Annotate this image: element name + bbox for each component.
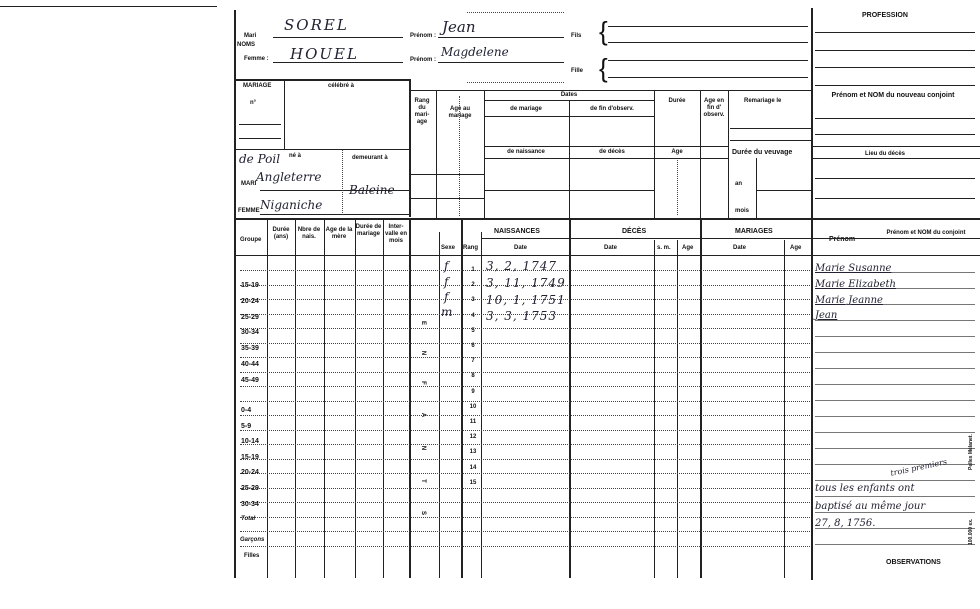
no-label: n° — [250, 100, 257, 106]
veuvage-line — [756, 190, 811, 191]
mid-v2 — [484, 90, 485, 218]
de-deces-label: de décès — [599, 149, 625, 155]
rank-number: 11 — [469, 419, 477, 425]
femme-prenom: Magdelene — [441, 45, 509, 59]
age-group-bottom: 0-4 — [241, 407, 252, 414]
prof-line-2 — [815, 50, 975, 51]
mid-line-c — [484, 158, 729, 159]
name-rule — [815, 400, 975, 401]
name-rule — [815, 416, 975, 417]
col-v13 — [700, 218, 702, 578]
conjoint-line-1 — [815, 118, 975, 119]
row-rule — [240, 444, 810, 445]
duree-mariage-header: Durée de mariage — [355, 224, 382, 237]
name-rule — [815, 432, 975, 433]
conjoint-line-2 — [815, 134, 975, 135]
row-rule — [240, 372, 810, 373]
col-v11 — [654, 240, 655, 578]
rank-number: 3 — [471, 297, 475, 304]
filles-label: Filles — [244, 553, 260, 559]
fille-brace: { — [599, 53, 608, 83]
row-rule — [240, 357, 810, 358]
rank-number: 7 — [471, 358, 475, 365]
child-3-sexe: f — [444, 290, 449, 304]
age-group-bottom: 20-24 — [241, 469, 259, 477]
age-label: Age — [671, 149, 683, 155]
rank-number: 9 — [471, 388, 475, 395]
mariage-dotted-vsep — [342, 150, 343, 215]
mariage-vsep — [284, 79, 285, 149]
enfants-letter: N — [420, 445, 427, 451]
noms-label: NOMS — [237, 42, 255, 48]
enfants-letter: E — [420, 320, 427, 326]
row-rule — [240, 412, 810, 418]
mariage-age-header: Age — [790, 245, 802, 251]
lieu-line-1 — [815, 178, 975, 179]
intervalle-header: Inter- valle en mois — [384, 224, 407, 244]
prof-line-4 — [815, 85, 975, 86]
mari-nom: SOREL — [284, 16, 349, 34]
child-2-date: 3, 11, 1749 — [486, 276, 566, 290]
age-fin-label: Age en fin d' observ. — [703, 98, 725, 118]
age-group-bottom: 5-9 — [241, 422, 252, 430]
mid-line-f — [409, 198, 484, 199]
mid-line-b — [484, 146, 729, 147]
mid-v4 — [654, 90, 655, 218]
name-rule — [815, 544, 975, 545]
age-group-top: 35-39 — [241, 345, 259, 353]
row-rule — [240, 502, 810, 503]
name-rule — [815, 384, 975, 385]
rank-number: 13 — [469, 449, 477, 456]
ne-a-label: né à — [289, 153, 302, 159]
child-1-date: 3, 2, 1747 — [486, 259, 558, 273]
no-line-2 — [239, 138, 281, 139]
veuvage-vsep — [756, 158, 757, 218]
remariage-label: Remariage le — [744, 98, 782, 104]
lieu-deces-top — [811, 146, 980, 147]
header-sub-line — [482, 238, 980, 239]
mari-lieu: Angleterre — [256, 170, 322, 184]
col-v12 — [677, 240, 678, 578]
age-mere-header: Age de la mère — [325, 227, 353, 240]
enfants-letter: N — [420, 350, 427, 356]
col-v3 — [324, 218, 325, 578]
child-4-sexe: m — [441, 305, 453, 319]
age-group-top: 15-19 — [241, 282, 259, 289]
name-rule — [815, 336, 975, 337]
femme-prenom-line — [438, 62, 564, 63]
col-v14 — [784, 240, 785, 578]
right-divider — [811, 218, 980, 220]
mois-label: mois — [735, 208, 750, 214]
naissances-header: NAISSANCES — [494, 228, 540, 235]
row-rule — [240, 430, 810, 431]
prenom-label-1: Prénom : — [410, 33, 437, 39]
left-border — [234, 10, 236, 578]
femme-nom-line — [273, 62, 403, 63]
duree-ans-header: Durée (ans) — [272, 227, 290, 240]
row-rule — [240, 531, 810, 532]
dotted-bottom-1 — [467, 82, 564, 83]
child-1-sexe: f — [444, 259, 449, 273]
mid-v3 — [569, 100, 570, 218]
age-group-bottom: 30-34 — [241, 500, 259, 508]
dates-label: Dates — [560, 92, 578, 98]
de-fin-label: de fin d'observ. — [590, 106, 634, 112]
row-rule — [240, 343, 810, 344]
prenom-header: Prénom — [829, 236, 856, 243]
note-line-2: tous les enfants ont — [815, 483, 915, 494]
mariage-title: MARIAGE — [243, 83, 272, 89]
lieu-deces-label: Lieu du décès — [865, 151, 906, 157]
rank-number: 5 — [471, 327, 475, 334]
mari-prenom: Jean — [442, 18, 476, 36]
mid-v6 — [728, 90, 729, 218]
name-rule — [815, 368, 975, 369]
enfants-letter: F — [419, 381, 426, 385]
rank-number: 2 — [471, 282, 475, 289]
mid-line-a — [484, 116, 654, 117]
mari-prenom-line — [438, 37, 564, 38]
fils-brace: { — [599, 16, 608, 46]
mari-row-line — [260, 190, 409, 191]
fille-line-2 — [608, 77, 808, 78]
sm-header: s. m. — [657, 245, 671, 251]
note-line-4: 27, 8, 1756. — [815, 518, 876, 529]
nbre-naiss-header: Nbre de nais. — [297, 227, 321, 240]
mari-nom-line — [273, 37, 403, 38]
printer-mark: Pelles Mélanet. — [968, 434, 974, 470]
groupe-header: Groupe — [240, 237, 262, 243]
row-rule — [240, 546, 810, 547]
row-rule — [240, 328, 810, 329]
enfants-letter: A — [420, 412, 427, 418]
mid-line-e — [409, 174, 484, 175]
age-group-bottom: 25-29 — [241, 485, 259, 492]
row-rule — [240, 401, 810, 402]
deces-age-header: Age — [682, 245, 694, 251]
prenom-nom-nouveau-conjoint: Prénom et NOM du nouveau conjoint — [831, 92, 955, 99]
age-dotted-sep — [459, 96, 460, 216]
rank-number: 1 — [471, 267, 475, 273]
age-group-top: 40-44 — [241, 361, 259, 368]
remariage-line-2 — [730, 140, 811, 141]
age-group-bottom: 15-19 — [241, 453, 259, 461]
celebre-label: célébré à — [328, 83, 355, 89]
rank-number: 15 — [469, 479, 477, 486]
age-group-top: 20-24 — [241, 297, 259, 305]
section-divider — [234, 218, 811, 220]
name-rule — [815, 320, 975, 321]
header-bottom-line — [234, 255, 980, 256]
deces-date-header: Date — [604, 245, 618, 251]
right-col-border — [811, 8, 813, 580]
col-v4 — [355, 218, 356, 578]
profession-label: PROFESSION — [862, 12, 908, 19]
age-mariage-label: Age au mariage — [448, 106, 472, 119]
duree-label: Durée — [668, 98, 686, 104]
age-group-top: 30-34 — [241, 329, 259, 337]
col-v10 — [569, 218, 571, 578]
mariage-mid-line — [234, 149, 409, 150]
child-4-date: 3, 3, 1753 — [486, 309, 558, 323]
col-v2 — [295, 218, 296, 578]
row-rule — [240, 459, 810, 460]
mariage-date-header: Date — [733, 245, 747, 251]
femme-label: Femme : — [244, 56, 269, 62]
rank-number: 8 — [471, 373, 475, 380]
name-rule — [815, 496, 975, 497]
garcons-label: Garçons — [240, 537, 265, 543]
mid-line-d — [484, 190, 654, 191]
age-group-bottom: 10-14 — [241, 438, 259, 446]
top-left-rule — [0, 6, 217, 7]
child-1-prenom: Marie Susanne — [815, 263, 892, 274]
row-rule — [240, 386, 810, 387]
age2-dotted-sep — [677, 160, 678, 215]
observations-label: OBSERVATIONS — [886, 559, 941, 566]
femme-nom: HOUEL — [290, 45, 359, 63]
naissance-date-header: Date — [514, 245, 528, 251]
col-v8 — [461, 218, 463, 578]
rang-header: Rang — [463, 245, 478, 251]
rank-number: 14 — [469, 464, 477, 471]
prenom-label-2: Prénom : — [410, 57, 437, 63]
femme-row-label: FEMME — [238, 208, 260, 214]
fils-label: Fils — [571, 33, 582, 39]
sexe-header: Sexe — [441, 245, 456, 251]
middle-top — [409, 90, 812, 91]
row-rule — [240, 517, 810, 518]
dotted-top-1 — [467, 12, 564, 13]
femme-row-line — [260, 214, 409, 215]
rank-number: 6 — [471, 343, 475, 349]
fils-line-1 — [608, 26, 808, 27]
child-2-sexe: f — [444, 275, 449, 289]
child-4-prenom: Jean — [815, 310, 838, 321]
child-2-prenom: Marie Elizabeth — [815, 279, 896, 290]
de-mariage-label: de mariage — [510, 106, 542, 112]
name-rule — [815, 480, 975, 481]
row-rule — [240, 473, 810, 474]
rank-number: 4 — [471, 312, 475, 319]
col-v6 — [409, 218, 411, 578]
lieu-pere: de Poil — [239, 152, 281, 166]
fille-line-1 — [608, 60, 808, 61]
deces-header: DÉCÈS — [622, 228, 647, 235]
fille-label: Fille — [571, 68, 584, 74]
age-group-top: 25-29 — [241, 313, 259, 321]
child-3-date: 10, 1, 1751 — [486, 293, 566, 307]
name-rule — [815, 464, 975, 465]
prof-line-1 — [815, 32, 975, 33]
col-v5 — [383, 218, 384, 578]
note-line-3: baptisé au même jour — [815, 501, 926, 512]
an-label: an — [735, 181, 743, 187]
name-rule — [815, 448, 975, 449]
rang-mariage-label: Rang du mari- age — [414, 98, 430, 125]
mariages-header: MARIAGES — [735, 228, 773, 235]
rank-number: 10 — [469, 403, 477, 410]
lieu-deces-underline — [811, 158, 980, 159]
fils-line-2 — [608, 42, 808, 43]
note-line-1: trois premiers — [889, 457, 948, 478]
lieu-line-2 — [815, 198, 975, 199]
enfants-letter: S — [420, 510, 427, 516]
remariage-line-1 — [730, 128, 811, 129]
mari-label: Mari — [244, 33, 257, 39]
femme-lieu: Niganiche — [260, 198, 323, 212]
mari-demeure: Baleine — [349, 183, 395, 197]
prof-line-3 — [815, 67, 975, 68]
prenom-nom-conjoint-header: Prénom et NOM du conjoint — [886, 230, 966, 236]
printer-count: 100.000 ex. — [968, 518, 974, 545]
rank-number: 12 — [469, 434, 477, 441]
row-rule — [240, 488, 810, 489]
demeurant-label: demeurant à — [352, 155, 388, 161]
mari-row-label: MARI — [241, 181, 257, 187]
name-rule — [815, 512, 975, 513]
col-v1 — [267, 218, 268, 578]
no-line-1 — [239, 124, 281, 125]
age-group-top: 45-49 — [241, 376, 259, 384]
duree-veuvage-label: Durée du veuvage — [732, 149, 793, 156]
child-3-prenom: Marie Jeanne — [815, 295, 883, 306]
age-group-bottom: Total — [241, 516, 256, 523]
enfants-letter: T — [419, 479, 426, 483]
de-naissance-label: de naissance — [507, 149, 545, 155]
name-rule — [815, 352, 975, 353]
mariage-top — [234, 79, 409, 81]
